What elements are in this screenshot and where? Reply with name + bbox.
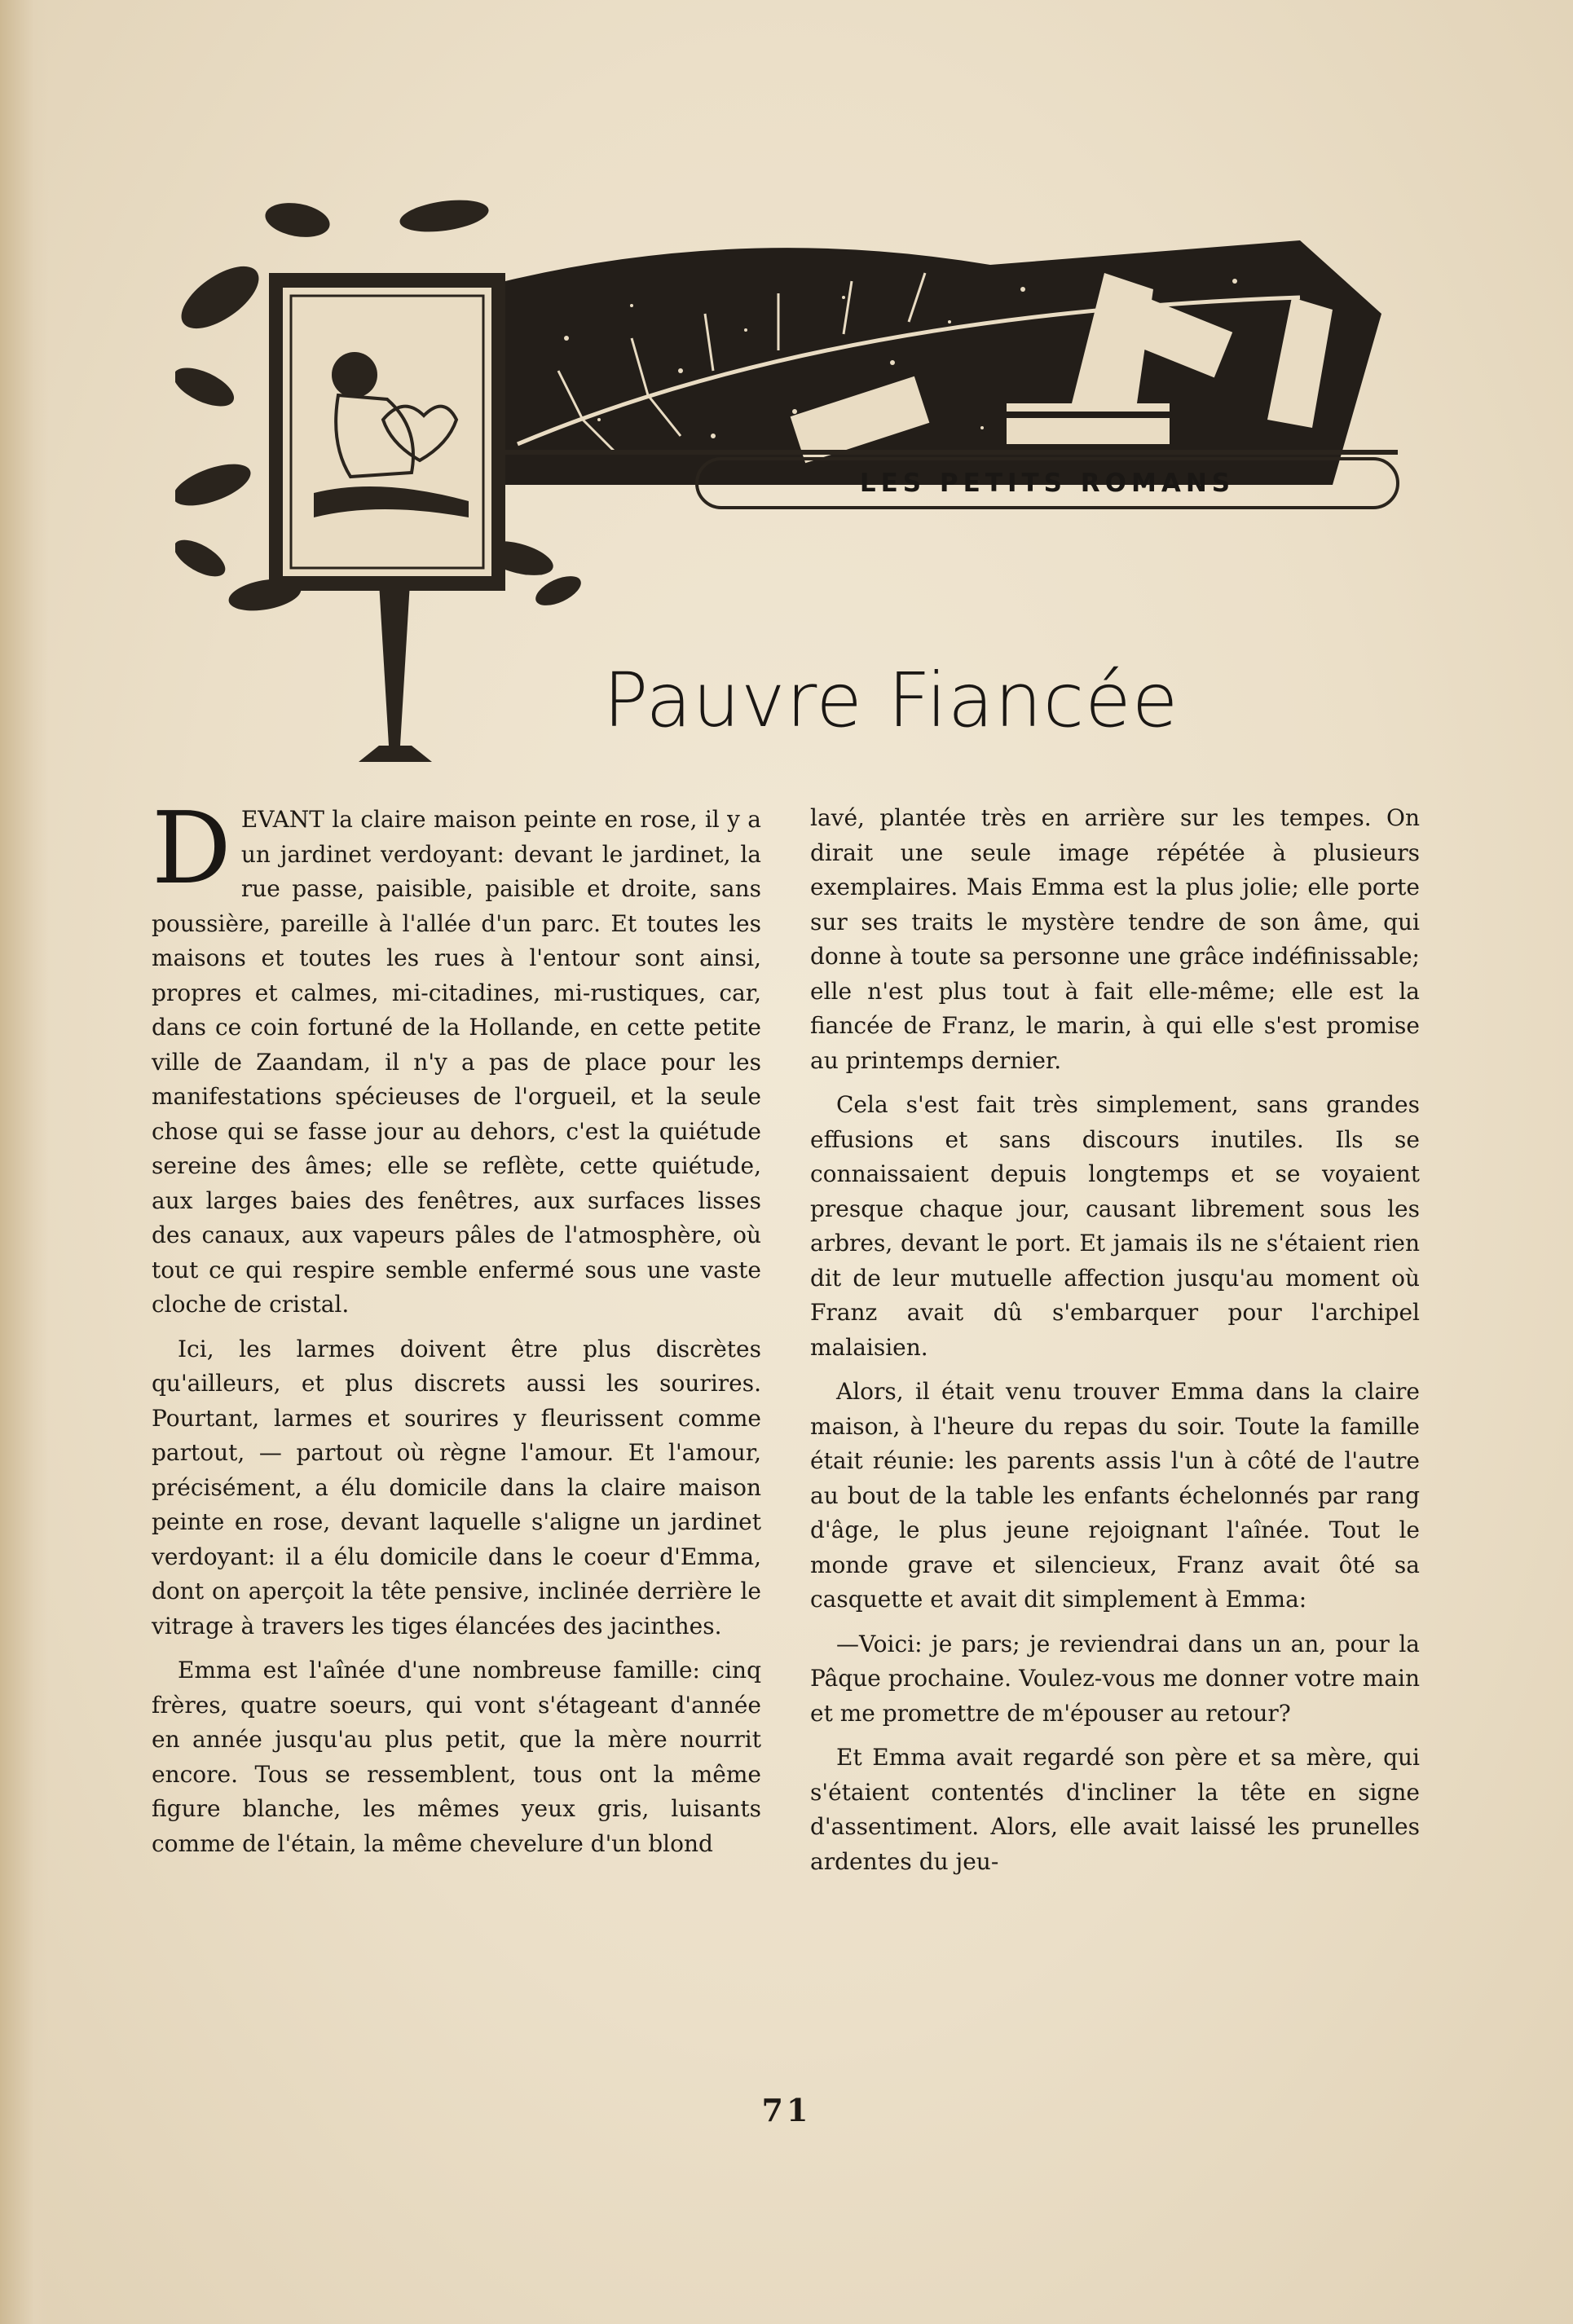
paragraph-1-text: EVANT la claire maison peinte en rose, il y a un jardinet verdoyant: devant le jardinet, la rue passe, paisible, paisible et droite, sans poussière, pareille à l'allée d'un parc. Et toutes les maisons et toutes les rues à l'entour sont ainsi, propres et calmes, mi-citadines, mi-rustiques, car, dans ce coin fortuné de la Hollande, en cette petite ville de Zaandam, il n'y a pas de place pour les manifestations spécieuses de l'orgueil, et la seule chose qui se fasse jour au dehors, c'est la quiétude sereine des âmes; elle se reflète, cette quiétude, aux larges baies des fenêtres, aux surfaces lisses des canaux, aux vapeurs pâles de l'atmosphère, où tout ce qui respire semble enfermé sous une vaste cloche de cristal.	[152, 806, 761, 1318]
paragraph-4: Cela s'est fait très simplement, sans grandes effusions et sans discours inutiles. Ils se connaissaient depuis longtemps et se voyaient presque chaque jour, causant librement sous les arbres, devant le port. Et jamais ils ne s'étaient rien dit de leur mutuelle affection jusqu'au moment où Franz avait dû s'embarquer pour l'archipel malaisien.	[810, 1091, 1420, 1361]
paragraph-2: Ici, les larmes doivent être plus discrètes qu'ailleurs, et plus discrets aussi les sourires. Pourtant, larmes et sourires y fleurissent comme partout, — partout où règne l'amour. Et l'amour, précisément, a élu domicile dans la claire maison peinte en rose, devant laquelle s'aligne un jardinet verdoyant: il a élu domicile dans le coeur d'Emma, dont on aperçoit la tête pensive, inclinée derrière le vitrage à travers les tiges élancées des jacinthes.	[152, 1335, 761, 1640]
paragraph-3: Emma est l'aînée d'une nombreuse famille: cinq frères, quatre soeurs, qui vont s'étageant d'année en année jusqu'au plus petit, que la mère nourrit encore. Tous se ressemblent, tous ont la même figure blanche, les mêmes yeux gris, luisants comme de l'étain, la même chevelure d'un blond	[152, 1657, 761, 1857]
paragraph-6: —Voici: je pars; je reviendrai dans un an, pour la Pâque prochaine. Voulez-vous me donner votre main et me promettre de m'épouser au retour?	[810, 1630, 1420, 1727]
paragraph-5: Alors, il était venu trouver Emma dans la claire maison, à l'heure du repas du soir. Toute la famille était réunie: les parents assis l'un à côté de l'autre au bout de la table les enfants échelonnés par rang d'âge, le plus jeune rejoignant l'aînée. Tout le monde grave et silencieux, Franz avait ôté sa casquette et avait dit simplement à Emma:	[810, 1378, 1420, 1613]
page-number: 71	[761, 2092, 812, 2128]
text-column-left	[152, 790, 761, 1861]
page-gutter-shadow	[0, 0, 49, 2324]
tree-trunk	[379, 583, 410, 746]
story-title: Pauvre Fiancée	[603, 657, 1179, 744]
paragraph-1	[152, 790, 761, 1323]
paragraph-3-continued: lavé, plantée très en arrière sur les tempes. On dirait une seule image répétée à plusieurs exemplaires. Mais Emma est la plus jolie; elle porte sur ses traits le mystère tendre de son âme, qui donne à toute sa personne une grâce indéfinissable; elle n'est plus tout à fait elle-même; elle est la fiancée de Franz, le marin, à qui elle s'est promise au printemps dernier.	[810, 804, 1420, 1074]
paragraph-7: Et Emma avait regardé son père et sa mère, qui s'étaient contentés d'incliner la tête en signe d'assentiment. Alors, elle avait laissé les prunelles ardentes du jeu-	[810, 1744, 1420, 1875]
drop-cap: D	[152, 790, 231, 906]
text-column-right	[810, 801, 1420, 1879]
night-sky-band	[505, 240, 1381, 485]
section-label: LES PETITS ROMANS	[859, 469, 1236, 498]
